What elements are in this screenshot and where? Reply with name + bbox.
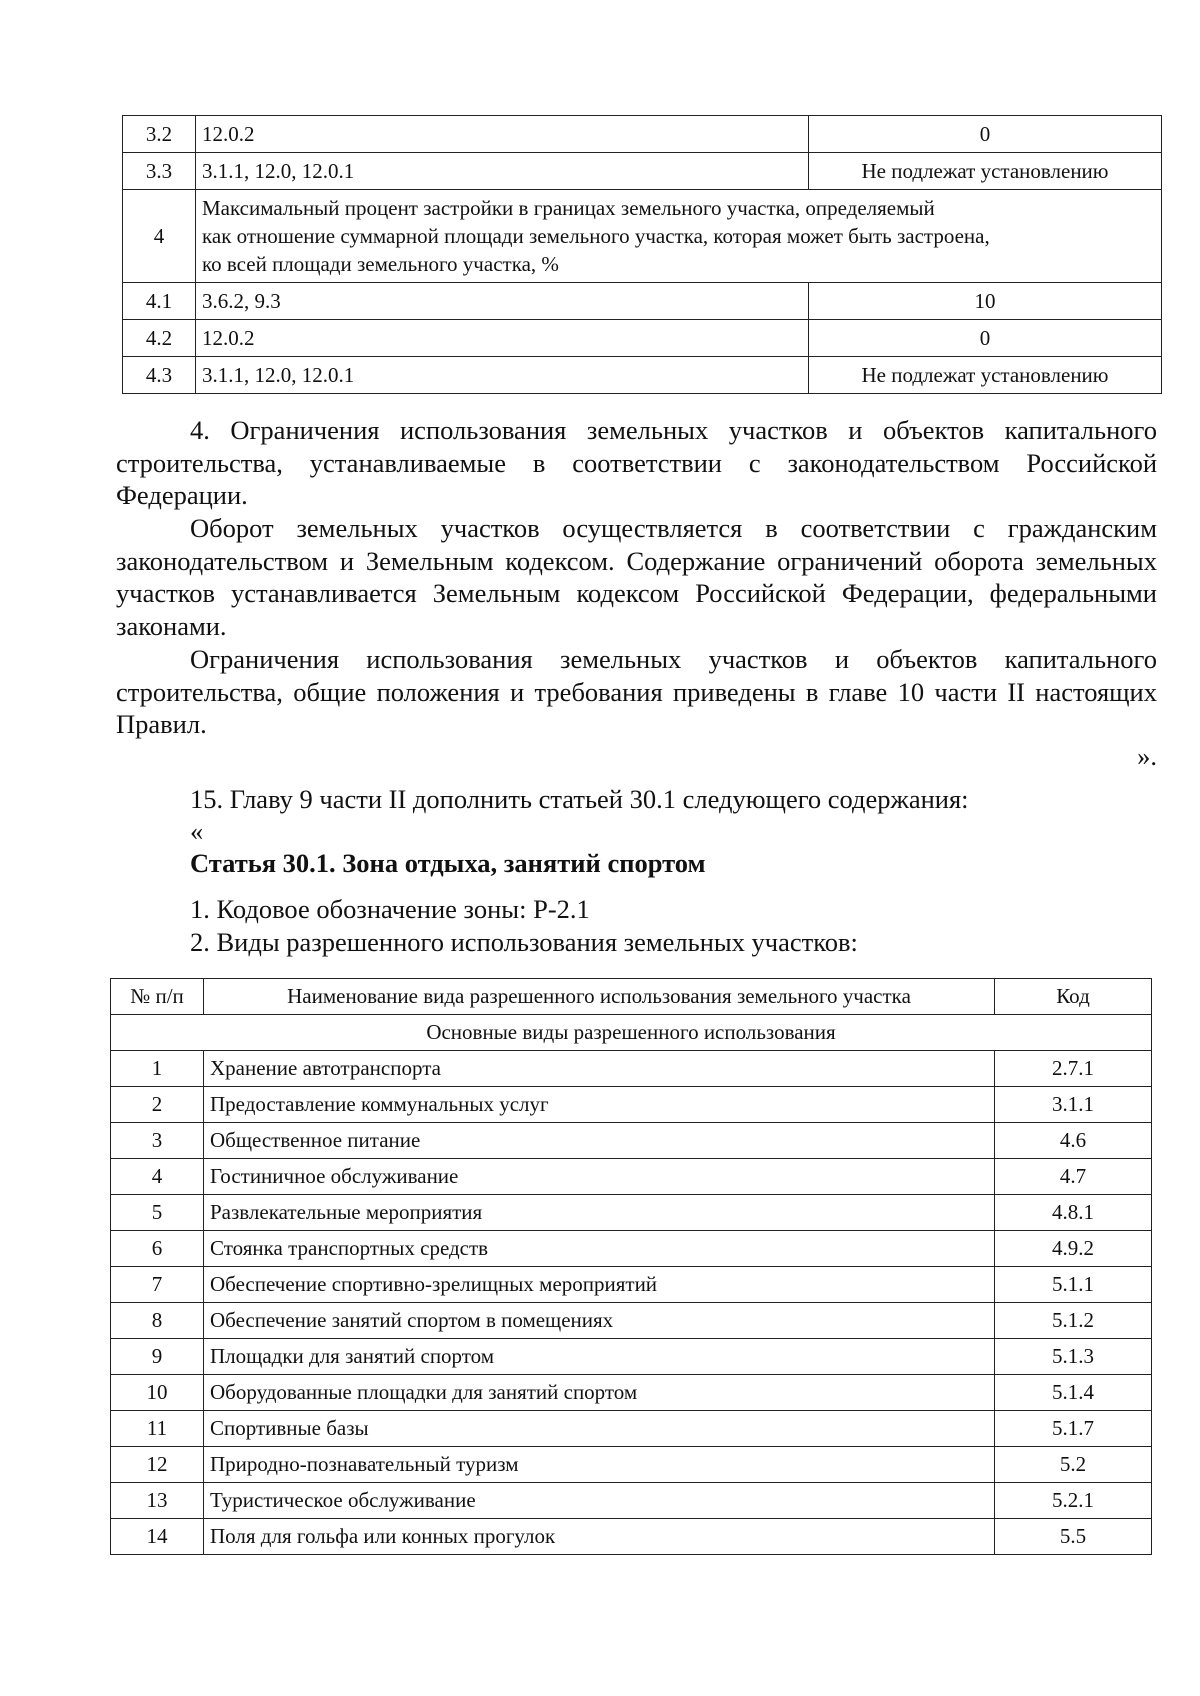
use-name: Хранение автотранспорта [204, 1051, 995, 1087]
row-number: 4.1 [123, 283, 196, 320]
row-codes: 3.1.1, 12.0, 12.0.1 [196, 357, 809, 394]
table-row [111, 1195, 1152, 1231]
table-row [111, 1123, 1152, 1159]
use-code: 5.1.7 [995, 1411, 1152, 1447]
row-number: 3.2 [123, 116, 196, 153]
row-number: 11 [111, 1411, 204, 1447]
use-name: Природно-познавательный туризм [204, 1447, 995, 1483]
table-row [123, 116, 1162, 153]
row-number: 4 [123, 190, 196, 283]
row-number: 10 [111, 1375, 204, 1411]
use-code: 5.1.1 [995, 1267, 1152, 1303]
row-number: 1 [111, 1051, 204, 1087]
use-code: 4.8.1 [995, 1195, 1152, 1231]
use-name: Предоставление коммунальных услуг [204, 1087, 995, 1123]
use-code: 4.9.2 [995, 1231, 1152, 1267]
paragraph-general-provisions: Ограничения использования земельных участков и объектов капитального строительства, общие положения и требования приведены в главе 10 части II настоящих Правил. [116, 644, 1157, 739]
use-name: Обеспечение занятий спортом в помещениях [204, 1303, 995, 1339]
zone-code-item: 1. Кодовое обозначение зоны: Р-2.1 [190, 894, 590, 924]
table-row [111, 1303, 1152, 1339]
row-value: Не подлежат установлению [809, 153, 1162, 190]
use-name: Спортивные базы [204, 1411, 995, 1447]
use-name: Гостиничное обслуживание [204, 1159, 995, 1195]
table-row [111, 1339, 1152, 1375]
table-row [111, 1483, 1152, 1519]
row-value: 0 [809, 320, 1162, 357]
row-codes: 3.1.1, 12.0, 12.0.1 [196, 153, 809, 190]
use-code: 5.2 [995, 1447, 1152, 1483]
use-code: 5.1.2 [995, 1303, 1152, 1339]
table-row [111, 1447, 1152, 1483]
table-row [111, 1087, 1152, 1123]
row-number: 3 [111, 1123, 204, 1159]
table-row [111, 1159, 1152, 1195]
row-codes: 12.0.2 [196, 116, 809, 153]
row-number: 12 [111, 1447, 204, 1483]
row-number: 2 [111, 1087, 204, 1123]
table-row [123, 283, 1162, 320]
table-row [111, 1411, 1152, 1447]
row-number: 9 [111, 1339, 204, 1375]
row-value: 0 [809, 116, 1162, 153]
section-title: Основные виды разрешенного использования [111, 1015, 1152, 1051]
permitted-uses-table [110, 978, 1152, 1555]
table-row [111, 1375, 1152, 1411]
row-number: 6 [111, 1231, 204, 1267]
header-num: № п/п [111, 979, 204, 1015]
use-name: Оборудованные площадки для занятий спортом [204, 1375, 995, 1411]
row-value: Не подлежат установлению [809, 357, 1162, 394]
table-row [111, 1231, 1152, 1267]
use-code: 5.5 [995, 1519, 1152, 1555]
table-heading-row [123, 190, 1162, 283]
use-name: Поля для гольфа или конных прогулок [204, 1519, 995, 1555]
row-number: 8 [111, 1303, 204, 1339]
row-number: 7 [111, 1267, 204, 1303]
parameters-table [122, 115, 1162, 394]
permitted-uses-item: 2. Виды разрешенного использования земельных участков: [190, 927, 858, 957]
article-title: Статья 30.1. Зона отдыха, занятий спортом [190, 848, 706, 878]
table-row [123, 320, 1162, 357]
use-code: 4.7 [995, 1159, 1152, 1195]
row-number: 3.3 [123, 153, 196, 190]
header-name: Наименование вида разрешенного использования земельного участка [204, 979, 995, 1015]
table-row [123, 357, 1162, 394]
row-codes: 3.6.2, 9.3 [196, 283, 809, 320]
closing-quote: ». [1137, 741, 1157, 771]
use-code: 4.6 [995, 1123, 1152, 1159]
row-number: 14 [111, 1519, 204, 1555]
header-code: Код [995, 979, 1152, 1015]
row-number: 4.2 [123, 320, 196, 357]
table-row [111, 1519, 1152, 1555]
table-row [111, 1267, 1152, 1303]
table-section-row [111, 1015, 1152, 1051]
use-code: 3.1.1 [995, 1087, 1152, 1123]
table-row [111, 1051, 1152, 1087]
paragraph-land-turnover: Оборот земельных участков осуществляется в соответствии с гражданским законодательством и Земельным кодексом. Содержание ограничений оборота земельных участков устанавливается Земельным кодексом Российской Федерации, федеральными законами. [116, 513, 1157, 641]
use-name: Обеспечение спортивно-зрелищных мероприятий [204, 1267, 995, 1303]
use-name: Стоянка транспортных средств [204, 1231, 995, 1267]
use-name: Общественное питание [204, 1123, 995, 1159]
row-number: 13 [111, 1483, 204, 1519]
row-number: 5 [111, 1195, 204, 1231]
heading-line: как отношение суммарной площади земельного участка, которая может быть застроена, [202, 224, 990, 248]
use-code: 2.7.1 [995, 1051, 1152, 1087]
parameter-heading [196, 190, 1162, 283]
amendment-item: 15. Главу 9 части II дополнить статьей 30.1 следующего содержания: [190, 784, 969, 814]
row-value: 10 [809, 283, 1162, 320]
use-name: Развлекательные мероприятия [204, 1195, 995, 1231]
paragraph-restrictions: 4. Ограничения использования земельных участков и объектов капитального строительства, устанавливаемые в соответствии с законодательством Российской Федерации. [116, 415, 1157, 510]
use-name: Площадки для занятий спортом [204, 1339, 995, 1375]
use-code: 5.2.1 [995, 1483, 1152, 1519]
use-code: 5.1.3 [995, 1339, 1152, 1375]
opening-quote: « [190, 816, 204, 846]
table-header-row [111, 979, 1152, 1015]
heading-line: Максимальный процент застройки в границах земельного участка, определяемый [202, 196, 935, 220]
table-row [123, 153, 1162, 190]
row-number: 4 [111, 1159, 204, 1195]
row-number: 4.3 [123, 357, 196, 394]
row-codes: 12.0.2 [196, 320, 809, 357]
heading-line: ко всей площади земельного участка, % [202, 252, 559, 276]
use-name: Туристическое обслуживание [204, 1483, 995, 1519]
use-code: 5.1.4 [995, 1375, 1152, 1411]
